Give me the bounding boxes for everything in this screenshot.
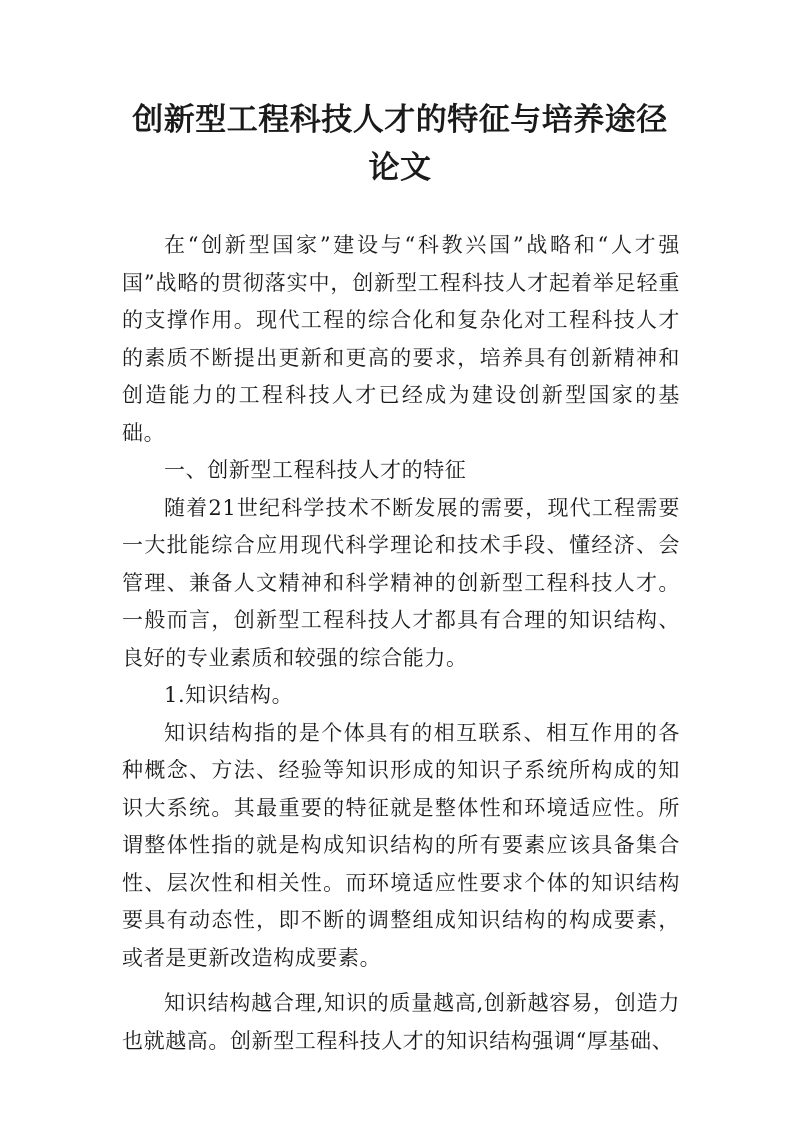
paragraph-knowledge-structure: 知识结构指的是个体具有的相互联系、相互作用的各种概念、方法、经验等知识形成的知识子系统所构成的知识大系统。其最重要的特征就是整体性和环境适应性。所谓整体性指的就是构成知识结构的所有要素应该具备集合性、层次性和相关性。而环境适应性要求个体的知识结构要具有动态性，即不断的调整组成知识结构的构成要素，或者是更新改造构成要素。: [122, 720, 680, 970]
document-title: 创新型工程科技人才的特征与培养途径论文: [132, 102, 668, 186]
paragraph-knowledge-quality: 知识结构越合理,知识的质量越高,创新越容易，创造力也就越高。创新型工程科技人才的知识结构强调“厚基础、: [122, 991, 680, 1053]
paragraph-intro: 在“创新型国家”建设与“科教兴国”战略和“人才强国”战略的贯彻落实中，创新型工程科技人才起着举足轻重的支撑作用。现代工程的综合化和复杂化对工程科技人才的素质不断提出更新和更高的要求，培养具有创新精神和创造能力的工程科技人才已经成为建设创新型国家的基础。: [122, 233, 680, 445]
paragraph-characteristics: 随着21世纪科学技术不断发展的需要，现代工程需要一大批能综合应用现代科学理论和技术手段、懂经济、会管理、兼备人文精神和科学精神的创新型工程科技人才。一般而言，创新型工程科技人才都具有合理的知识结构、良好的专业素质和较强的综合能力。: [122, 495, 680, 670]
paragraph-spacer: [122, 977, 680, 985]
subheading-knowledge-structure: 1.知识结构。: [164, 683, 294, 707]
section-heading-characteristics: 一、创新型工程科技人才的特征: [164, 458, 467, 482]
document-body: [122, 227, 680, 1060]
